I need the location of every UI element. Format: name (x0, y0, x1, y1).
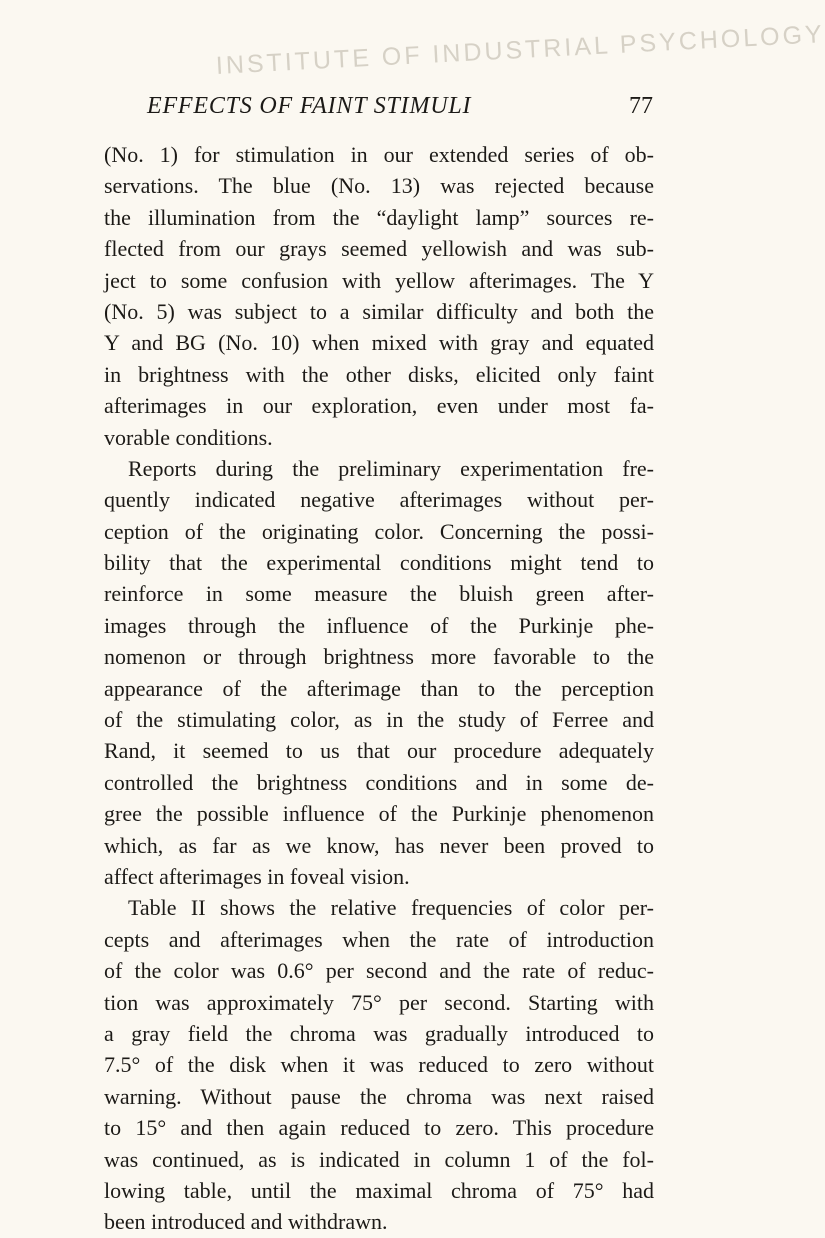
text-line: vorable conditions. (104, 424, 273, 450)
text-line: nomenon or through brightness more favorable to the (104, 644, 654, 670)
text-line: quently indicated negative afterimages without per- (104, 487, 654, 513)
paragraph (104, 892, 654, 1237)
library-stamp: INSTITUTE OF INDUSTRIAL PSYCHOLOGY (215, 20, 825, 80)
text-line: controlled the brightness conditions and in some de- (104, 769, 654, 795)
text-line: appearance of the afterimage than to the perception (104, 675, 654, 701)
paragraph (104, 453, 654, 892)
text-line: which, as far as we know, has never been proved to (104, 832, 654, 858)
text-line: Y and BG (No. 10) when mixed with gray and equated (104, 330, 654, 356)
text-line: affect afterimages in foveal vision. (104, 863, 410, 889)
text-line: to 15° and then again reduced to zero. This procedure (104, 1115, 654, 1141)
text-line: warning. Without pause the chroma was next raised (104, 1083, 654, 1109)
page-number: 77 (629, 93, 653, 119)
text-line: (No. 1) for stimulation in our extended series of ob- (104, 142, 654, 167)
text-line: lowing table, until the maximal chroma of 75° had (104, 1177, 654, 1203)
text-line: in brightness with the other disks, elicited only faint (104, 361, 654, 387)
text-line: ject to some confusion with yellow afterimages. The Y (104, 267, 654, 293)
text-line: cepts and afterimages when the rate of introduction (104, 926, 654, 952)
text-line: was continued, as is indicated in column 1 of the fol- (104, 1146, 654, 1172)
text-line: the illumination from the “daylight lamp” sources re- (104, 204, 654, 230)
text-line: flected from our grays seemed yellowish and was sub- (104, 236, 654, 262)
text-line: a gray field the chroma was gradually introduced to (104, 1020, 654, 1046)
paragraph (104, 139, 654, 453)
text-line: afterimages in our exploration, even under most fa- (104, 393, 654, 419)
text-line: (No. 5) was subject to a similar difficulty and both the (104, 298, 654, 324)
text-line: reinforce in some measure the bluish green after- (104, 581, 654, 607)
text-line: images through the influence of the Purkinje phe- (104, 612, 654, 638)
text-line: Table II shows the relative frequencies of color per- (128, 895, 654, 921)
text-line: servations. The blue (No. 13) was rejected because (104, 173, 654, 199)
text-line: 7.5° of the disk when it was reduced to zero without (104, 1052, 654, 1078)
text-line: Rand, it seemed to us that our procedure adequately (104, 738, 654, 764)
text-line: of the color was 0.6° per second and the rate of reduc- (104, 958, 654, 984)
text-line: of the stimulating color, as in the study of Ferree and (104, 707, 654, 733)
running-head (147, 93, 653, 127)
text-line: gree the possible influence of the Purkinje phenomenon (104, 801, 654, 827)
text-line: ception of the originating color. Concerning the possi- (104, 518, 654, 544)
text-line: tion was approximately 75° per second. Starting with (104, 989, 654, 1015)
text-line: been introduced and withdrawn. (104, 1209, 388, 1235)
text-line: Reports during the preliminary experimentation fre- (128, 455, 654, 481)
text-line: bility that the experimental conditions might tend to (104, 550, 654, 576)
body-text (104, 139, 654, 1238)
running-head-title: EFFECTS OF FAINT STIMULI (147, 93, 472, 119)
